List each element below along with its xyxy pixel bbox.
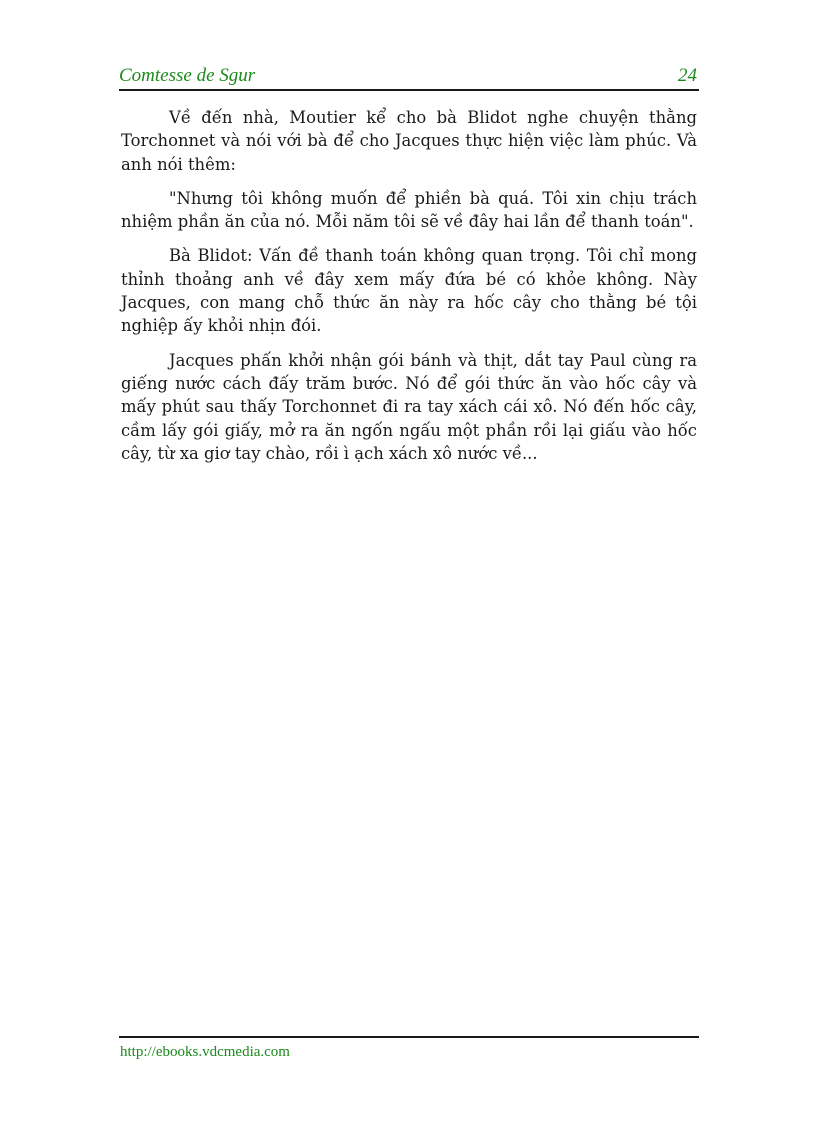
page-header [119,62,699,88]
header-author: Comtesse de Sgur [119,65,256,86]
paragraph-4: Jacques phấn khởi nhận gói bánh và thịt, dắt tay Paul cùng ra giếng nước cách đấy trăm bước. Nó để gói thức ăn vào hốc cây và mấy phút sau thấy Torchonnet đi ra tay xách cái xô. Nó đến hốc cây, cầm lấy gói giấy, mở ra ăn ngốn ngấu một phần rồi lại giấu vào hốc cây, từ xa giơ tay chào, rồi ì ạch xách xô nước về... [121,350,697,463]
paragraph-1: Về đến nhà, Moutier kể cho bà Blidot nghe chuyện thằng Torchonnet và nói với bà để cho Jacques thực hiện việc làm phúc. Và anh nói thêm: [121,108,697,174]
paragraph-3: Bà Blidot: Vấn đề thanh toán không quan trọng. Tôi chỉ mong thỉnh thoảng anh về đây xem mấy đứa bé có khỏe không. Này Jacques, con mang chỗ thức ăn này ra hốc cây cho thằng bé tội nghiệp ấy khỏi nhịn đói. [121,246,697,336]
paragraph-2: "Nhưng tôi không muốn để phiền bà quá. Tôi xin chịu trách nhiệm phần ăn của nó. Mỗi năm tôi sẽ về đây hai lần để thanh toán". [121,188,697,232]
page-number: 24 [678,65,697,86]
header-divider [119,89,699,91]
body-text [121,106,697,476]
footer-divider [119,1036,699,1038]
footer-link[interactable]: http://ebooks.vdcmedia.com [120,1044,290,1060]
